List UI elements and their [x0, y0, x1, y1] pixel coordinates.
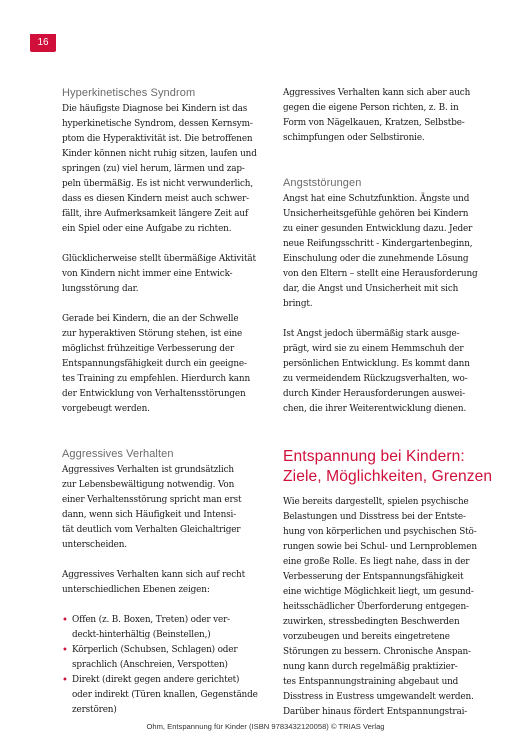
text-line: tes Training zu empfehlen. Hierdurch kann: [62, 374, 251, 384]
text-line: chen, die ihrer Weiterentwicklung dienen.: [283, 404, 467, 414]
text-line: Darüber hinaus fördert Entspannungstrai-: [283, 707, 468, 717]
text-line: unterschiedlichen Ebenen zeigen:: [62, 585, 210, 595]
text-line: Direkt (direkt gegen andere gerichtet): [72, 675, 240, 685]
text-line: vorgebeugt werden.: [62, 404, 150, 414]
page-footer: Ohm, Entspannung für Kinder (ISBN 9783432120058) © TRIAS Verlag: [146, 722, 385, 731]
left-column: [62, 86, 268, 718]
text-line: Disstress in Eustress umgewandelt werden.: [283, 692, 474, 702]
text-line: von den Eltern – stellt eine Herausforderung: [283, 269, 478, 279]
text-line: heitsschädlicher Überforderung entgegen-: [283, 602, 469, 612]
heading-line: Entspannung bei Kindern:: [283, 448, 465, 465]
text-line: neue Reifungsschritt - Kindergartenbeginn,: [283, 239, 473, 249]
text-line: der Entwicklung von Verhaltensstörungen: [62, 389, 246, 399]
section-gap: [283, 161, 493, 176]
list-item: [62, 643, 268, 673]
text-line: ein Spiel oder eine Aufgabe zu richten.: [62, 224, 232, 234]
paragraph-aggressive-1: [62, 463, 268, 553]
paragraph-anxiety-2: [283, 327, 493, 417]
heading-hyperkinetic: Hyperkinetisches Syndrom: [62, 87, 196, 99]
text-line: Aggressives Verhalten ist grundsätzlich: [62, 465, 234, 475]
right-column: [283, 86, 493, 735]
text-line: zur Lebensbewältigung notwendig. Von: [62, 480, 235, 490]
paragraph-hyperkinetic-2: [62, 252, 268, 297]
text-line: nung kann durch regelmäßig praktizier-: [283, 662, 458, 672]
text-line: möglichst frühzeitige Verbesserung der: [62, 344, 235, 354]
text-line: hung von körperlichen und psychischen Stö-: [283, 527, 477, 537]
text-line: prägt, wird sie zu einem Hemmschuh der: [283, 344, 464, 354]
text-line: Aggressives Verhalten kann sich auf recht: [62, 570, 246, 580]
text-line: eine wichtige Möglichkeit liegt, um gesund-: [283, 587, 474, 597]
text-line: Offen (z. B. Boxen, Treten) oder ver-: [72, 615, 231, 625]
paragraph-hyperkinetic-3: [62, 312, 268, 417]
bullet-icon: •: [62, 645, 68, 656]
section-gap: [62, 432, 268, 447]
text-line: Einschulung oder die zunehmende Lösung: [283, 254, 469, 264]
text-line: Die häufigste Diagnose bei Kindern ist das: [62, 104, 248, 114]
text-line: vorzubeugen und bereits eingetretene: [283, 632, 450, 642]
text-line: Verbesserung der Entspannungsfähigkeit: [283, 572, 464, 582]
text-line: schimpfungen oder Selbstironie.: [283, 133, 425, 143]
text-line: Körperlich (Schubsen, Schlagen) oder: [72, 645, 238, 655]
text-line: zu einer gesunden Entwicklung dazu. Jeder: [283, 224, 473, 234]
text-line: unterscheiden.: [62, 540, 127, 550]
text-line: Belastungen und Disstress bei der Entste-: [283, 512, 466, 522]
text-line: dass es diesen Kindern meist auch schwer-: [62, 194, 250, 204]
text-line: durch Kinder Herausforderungen auswei-: [283, 389, 465, 399]
text-line: zu vermeidendem Rückzugsverhalten, wo-: [283, 374, 468, 384]
text-line: zuwirken, stressbedingten Beschwerden: [283, 617, 460, 627]
aggression-levels-list: [62, 613, 268, 718]
text-line: oder indirekt (Türen knallen, Gegenstände: [72, 690, 258, 700]
text-line: Unsicherheitsgefühle gehören bei Kindern: [283, 209, 469, 219]
heading-line: Ziele, Möglichkeiten, Grenzen: [283, 468, 493, 485]
page-number-tab: [30, 34, 56, 52]
list-item: [62, 673, 268, 718]
text-line: peln übermäßig. Es ist nicht verwunderlich,: [62, 179, 254, 189]
text-line: lungsstörung dar.: [62, 284, 139, 294]
bullet-icon: •: [62, 615, 68, 626]
heading-anxiety: Angststörungen: [283, 177, 362, 189]
text-line: eine große Rolle. Es liegt nahe, dass in der: [283, 557, 470, 567]
text-line: persönlichen Entwicklung. Es kommt dann: [283, 359, 470, 369]
text-line: Glücklicherweise stellt übermäßige Aktivität: [62, 254, 256, 264]
text-line: tes Entspannungstraining abgebaut und: [283, 677, 459, 687]
text-line: Wie bereits dargestellt, spielen psychische: [283, 497, 469, 507]
text-line: Aggressives Verhalten kann sich aber auch: [283, 88, 471, 98]
text-line: springen (zu) viel herum, lärmen und zap-: [62, 164, 245, 174]
text-line: sprachlich (Anschreien, Verspotten): [72, 660, 228, 670]
text-line: Störungen zu bessern. Chronische Anspan-: [283, 647, 471, 657]
text-line: Form von Nägelkauen, Kratzen, Selbstbe-: [283, 118, 465, 128]
text-line: Entspannungsfähigkeit durch ein geeigne-: [62, 359, 247, 369]
bullet-icon: •: [62, 675, 68, 686]
text-line: gegen die eigene Person richten, z. B. in: [283, 103, 459, 113]
paragraph-aggressive-2: [62, 568, 268, 598]
paragraph-hyperkinetic-1: [62, 102, 268, 237]
paragraph-anxiety-1: [283, 192, 493, 312]
paragraph-relaxation-1: [283, 495, 493, 720]
paragraph-aggressive-continued: [283, 86, 493, 146]
text-line: tät deutlich vom Verhalten Gleichaltriger: [62, 525, 241, 535]
text-line: zur hyperaktiven Störung stehen, ist eine: [62, 329, 243, 339]
text-line: bringt.: [283, 299, 313, 309]
section-gap: [283, 432, 493, 447]
text-line: Gerade bei Kindern, die an der Schwelle: [62, 314, 239, 324]
text-line: Angst hat eine Schutzfunktion. Ängste und: [283, 194, 470, 204]
text-line: deckt-hinterhältig (Beinstellen,): [72, 630, 211, 640]
text-line: hyperkinetische Syndrom, dessen Kernsym-: [62, 119, 253, 129]
text-line: Kinder können nicht ruhig sitzen, laufen und: [62, 149, 257, 159]
text-line: dar, die Angst und Unsicherheit mit sich: [283, 284, 459, 294]
text-line: zerstören): [72, 705, 117, 715]
text-line: ptom die Hyperaktivität ist. Die betroffenen: [62, 134, 253, 144]
text-line: von Kindern nicht immer eine Entwick-: [62, 269, 233, 279]
text-line: rungen sowie bei Schul- und Lernproblemen: [283, 542, 477, 552]
text-line: Ist Angst jedoch übermäßig stark ausge-: [283, 329, 460, 339]
list-item: [62, 613, 268, 643]
page-number: 16: [37, 37, 49, 48]
text-line: einer Verhaltensstörung spricht man erst: [62, 495, 242, 505]
heading-relaxation: [283, 447, 493, 487]
text-line: dann, wenn sich Häufigkeit und Intensi-: [62, 510, 237, 520]
text-line: fällt, ihre Aufmerksamkeit längere Zeit auf: [62, 209, 249, 219]
heading-aggressive: Aggressives Verhalten: [62, 448, 174, 460]
